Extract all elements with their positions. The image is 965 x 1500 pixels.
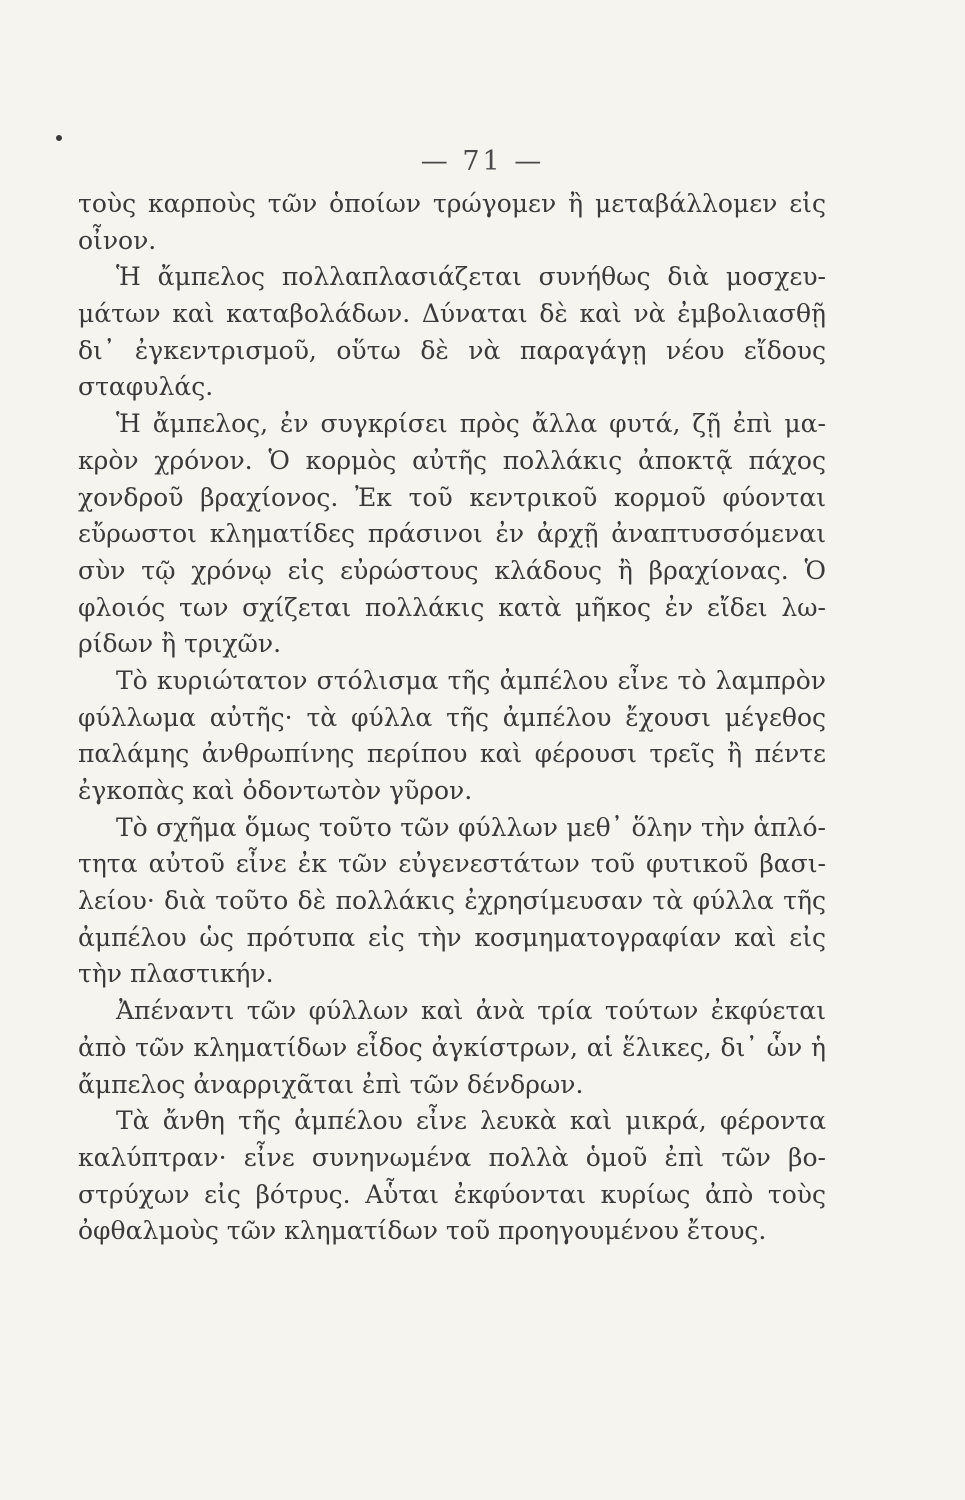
text-line: χονδροῦ βραχίονος. Ἐκ τοῦ κεντρικοῦ κορμοῦ φύονται: [78, 482, 826, 512]
text-line: Ἀπέναντι τῶν φύλλων καὶ ἀνὰ τρία τούτων ἐκφύεται: [116, 996, 826, 1026]
text-line: τητα αὐτοῦ εἶνε ἐκ τῶν εὐγενεστάτων τοῦ φυτικοῦ βασι-: [78, 849, 826, 879]
text-line: κρὸν χρόνον. Ὁ κορμὸς αὐτῆς πολλάκις ἀποκτᾷ πάχος: [78, 445, 826, 475]
text-line: φύλλωμα αὐτῆς· τὰ φύλλα τῆς ἀμπέλου ἔχουσι μέγεθος: [78, 702, 826, 732]
text-line: φλοιός των σχίζεται πολλάκις κατὰ μῆκος ἐν εἴδει λω-: [78, 592, 826, 622]
text-line: Τὸ κυριώτατον στόλισμα τῆς ἀμπέλου εἶνε τὸ λαμπρὸν: [116, 665, 826, 695]
text-line: οἶνον.: [78, 225, 157, 255]
text-line: καλύπτραν· εἶνε συνηνωμένα πολλὰ ὁμοῦ ἐπὶ τῶν βο-: [78, 1142, 826, 1172]
text-line: ἐγκοπὰς καὶ ὀδοντωτὸν γῦρον.: [78, 776, 473, 805]
text-line: ὀφθαλμοὺς τῶν κληματίδων τοῦ προηγουμένου ἔτους.: [78, 1216, 767, 1246]
text-line: Τὰ ἄνθη τῆς ἀμπέλου εἶνε λευκὰ καὶ μικρά, φέροντα: [116, 1106, 826, 1136]
text-line: ρίδων ἢ τριχῶν.: [78, 629, 282, 659]
text-line: ἄμπελος ἀναρριχᾶται ἐπὶ τῶν δένδρων.: [78, 1069, 584, 1099]
page-number: — 71 —: [420, 146, 545, 177]
text-line: τοὺς καρποὺς τῶν ὁποίων τρώγομεν ἢ μεταβάλλομεν εἰς: [78, 189, 826, 218]
text-line: σὺν τῷ χρόνῳ εἰς εὐρώστους κλάδους ἢ βραχίονας. Ὁ: [78, 555, 826, 585]
text-line: Ἡ ἄμπελος πολλαπλασιάζεται συνήθως διὰ μοσχευ-: [116, 262, 826, 292]
text-line: σταφυλάς.: [78, 372, 214, 402]
text-line: ἀμπέλου ὡς πρότυπα εἰς τὴν κοσμηματογραφίαν καὶ εἰς: [78, 922, 826, 952]
text-line: ἀπὸ τῶν κληματίδων εἶδος ἀγκίστρων, αἱ ἕλικες, δι᾽ ὧν ἡ: [78, 1032, 826, 1062]
text-line: μάτων καὶ καταβολάδων. Δύναται δὲ καὶ νὰ ἐμβολιασθῇ: [78, 299, 826, 329]
text-line: Ἡ ἄμπελος, ἐν συγκρίσει πρὸς ἄλλα φυτά, ζῇ ἐπὶ μα-: [116, 409, 826, 439]
text-line: Τὸ σχῆμα ὅμως τοῦτο τῶν φύλλων μεθ᾽ ὅλην τὴν ἁπλό-: [116, 812, 826, 842]
ink-dot: [56, 135, 62, 141]
body-text: [78, 186, 826, 1250]
text-line: παλάμης ἀνθρωπίνης περίπου καὶ φέρουσι τρεῖς ἢ πέντε: [78, 739, 826, 769]
text-line: στρύχων εἰς βότρυς. Αὗται ἐκφύονται κυρίως ἀπὸ τοὺς: [78, 1179, 826, 1209]
text-line: λείου· διὰ τοῦτο δὲ πολλάκις ἐχρησίμευσαν τὰ φύλλα τῆς: [78, 886, 826, 916]
text-line: εὔρωστοι κληματίδες πράσινοι ἐν ἀρχῇ ἀναπτυσσόμεναι: [78, 519, 826, 549]
text-line: δι᾽ ἐγκεντρισμοῦ, οὕτω δὲ νὰ παραγάγῃ νέου εἴδους: [78, 335, 826, 365]
text-line: τὴν πλαστικήν.: [78, 959, 274, 989]
